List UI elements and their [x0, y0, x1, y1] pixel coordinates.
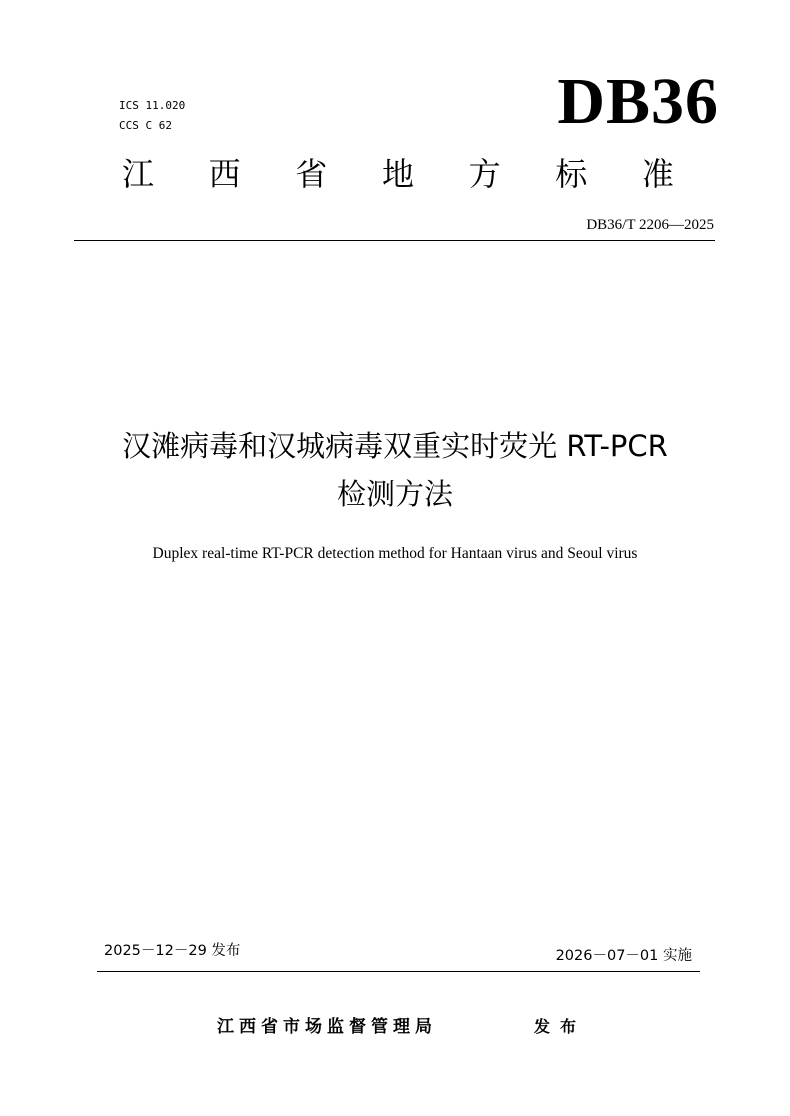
standard-type-char: 标: [555, 155, 588, 193]
standard-type-char: 准: [641, 155, 674, 193]
ccs-code: CCS C 62: [119, 119, 172, 132]
publish-date: 2025－12－29 发布: [104, 943, 241, 959]
title-zh-line-1: 汉滩病毒和汉城病毒双重实时荧光 RT-PCR: [122, 429, 668, 463]
standard-type-char: 方: [468, 155, 501, 193]
issue-word: 发布: [534, 1017, 587, 1036]
standard-type-char: 西: [208, 155, 241, 193]
standard-type-char: 江: [121, 155, 154, 193]
footer-divider: [97, 971, 700, 972]
implement-date: 2026－07－01 实施: [555, 948, 692, 964]
standard-type-heading: [118, 150, 678, 198]
standard-type-char: 地: [381, 155, 414, 193]
standard-type-char: 省: [295, 155, 328, 193]
title-zh-line-2: 检测方法: [336, 477, 453, 511]
ics-code: ICS 11.020: [119, 99, 186, 112]
header-divider: [74, 240, 715, 241]
issuer: 江西省市场监督管理局: [217, 1017, 437, 1037]
db36-logo: DB36: [557, 65, 719, 138]
title-en: Duplex real-time RT-PCR detection method for Hantaan virus and Seoul virus: [152, 545, 638, 562]
standard-code: DB36/T 2206—2025: [586, 217, 714, 233]
